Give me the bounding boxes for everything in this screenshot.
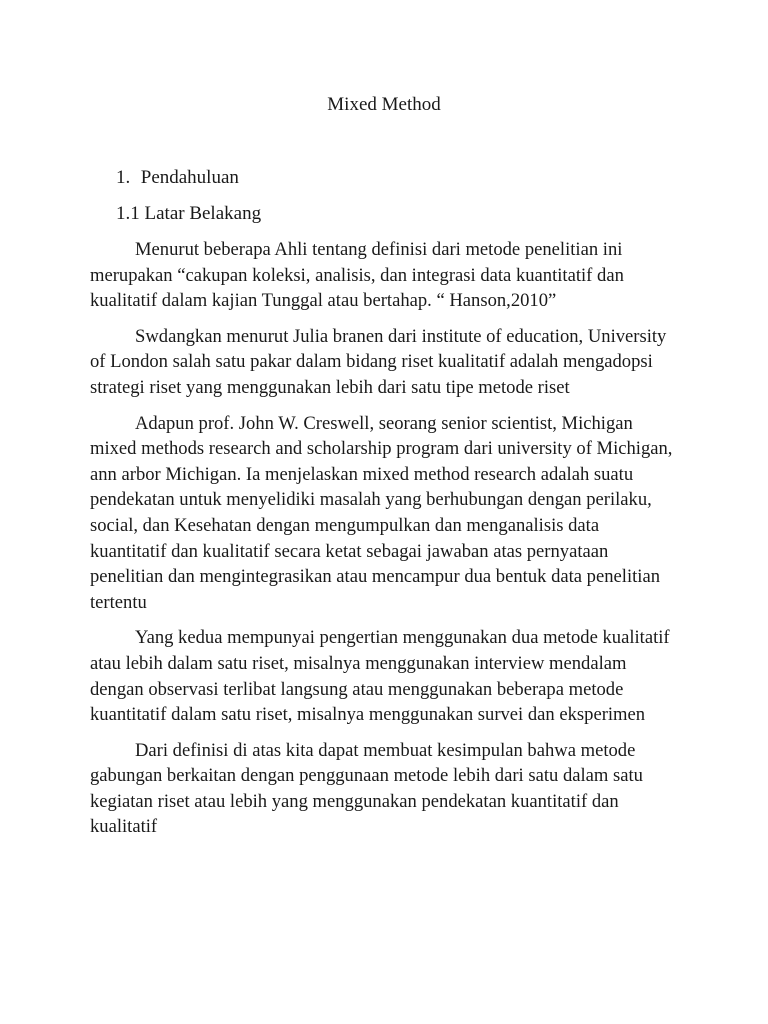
paragraph-3: Adapun prof. John W. Creswell, seorang senior scientist, Michigan mixed methods research and scholarship program dari university of Michigan, ann arbor Michigan. Ia menjelaskan mixed method research adalah suatu pendekatan untuk menyelidiki masalah yang berhubungan dengan perilaku, social, dan Kesehatan dengan mengumpulkan dan menganalisis data kuantitatif dan kualitatif secara ketat sebagai jawaban atas pernyataan penelitian dan mengintegrasikan atau mencampur dua bentuk data penelitian tertentu [90,412,673,613]
paragraph-1: Menurut beberapa Ahli tentang definisi dari metode penelitian ini merupakan “cakupan koleksi, analisis, dan integrasi data kuantitatif dan kualitatif dalam kajian Tunggal atau bertahap. “ Hanson,2010” [90,239,624,312]
section-label: Pendahuluan [140,167,239,188]
section-heading [116,166,239,190]
body-text [90,237,680,850]
paragraph-2: Swdangkan menurut Julia branen dari institute of education, University of London salah satu pakar dalam bidang riset kualitatif adalah mengadopsi strategi riset yang menggunakan lebih dari satu tipe metode riset [90,325,667,398]
section-number: 1. [116,167,131,188]
paragraph-4: Yang kedua mempunyai pengertian menggunakan dua metode kualitatif atau lebih dalam satu riset, misalnya menggunakan interview mendalam dengan observasi terlibat langsung atau menggunakan beberapa metode kuantitatif dalam satu riset, misalnya menggunakan survei dan eksperimen [90,627,670,726]
subsection-heading: 1.1 Latar Belakang [116,203,262,224]
document-title: Mixed Method [327,94,441,115]
paragraph-5: Dari definisi di atas kita dapat membuat kesimpulan bahwa metode gabungan berkaitan dengan penggunaan metode lebih dari satu dalam satu kegiatan riset atau lebih yang menggunakan pendekatan kuantitatif dan kualitatif [90,739,643,838]
